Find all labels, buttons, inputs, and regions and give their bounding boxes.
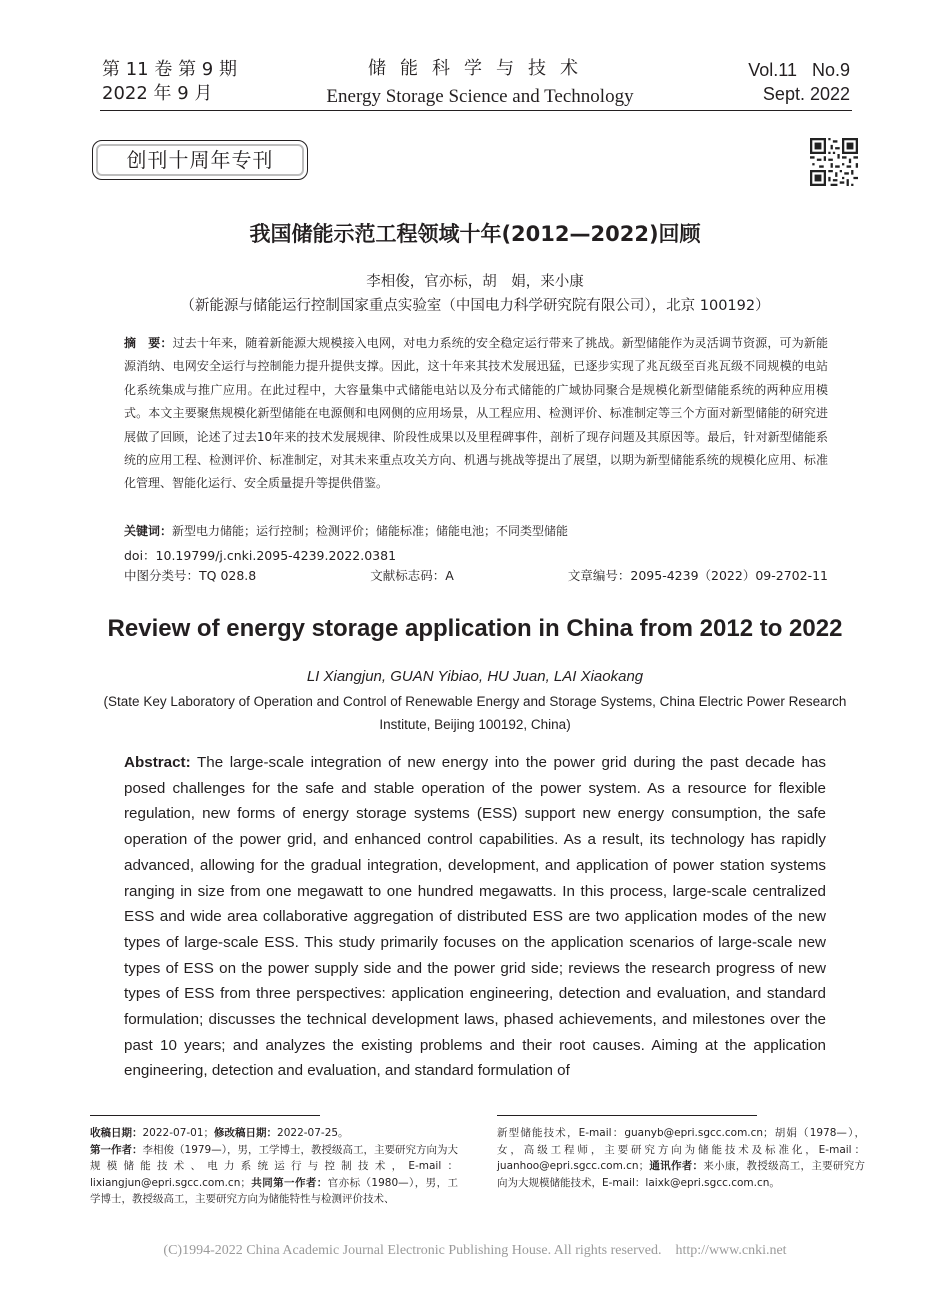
special-issue-badge: 创刊十周年专刊 [92, 140, 308, 180]
abstract-en-text: The large-scale integration of new energy into the power grid during the past decade has posed challenges for the safe and stable operation of the power system. As a resource for flexible regulation, new forms of energy storage systems (ESS) support new energy consumption, the safe operation of the power grid, and enhanced control capabilities. As a result, its technology has rapidly advanced, allowing for the gradual integration, development, and application of power station systems ranging in size from one megawatt to one hundred megawatts. In this process, large-scale centralized ESS and wide area collaborative aggregation of distributed ESS are two application modes of the new types of large-scale ESS. This study primarily focuses on the application scenarios of large-scale new types of ESS on the power supply side and the power grid side; reviews the research progress of new types of ESS from three perspectives: application engineering, detection and evaluation, and standard formulation; discusses the technical development laws, phased achievements, and milestones over the past 10 years; and analyzes the existing problems and their root causes. Aiming at the application engineering, detection and evaluation, and standard formulation of [124, 754, 827, 1080]
header-rule [100, 110, 852, 111]
issue-info-en [748, 58, 850, 106]
authors-en: LI Xiangjun, GUAN Yibiao, HU Juan, LAI Xiaokang [306, 668, 644, 685]
footnote-right-text: 新型储能技术，E-mail：guanyb@epri.sgcc.com.cn；胡娟（1978—），女，高级工程师，主要研究方向为储能技术及标准化，E-mail：juanhoo@epri.sgcc.com.cn； [497, 1127, 865, 1172]
date-cn: 2022 年 9 月 [102, 83, 213, 104]
volume-cn: 第 11 卷 第 9 期 [102, 59, 237, 80]
document-code: 文献标志码：A [370, 568, 454, 583]
journal-name-en: Energy Storage Science and Technology [326, 86, 634, 107]
keywords-cn [124, 522, 568, 539]
corresponding-author-info: 来小康，教授级高工，主要研究方向为大规模储能技术，E-mail：laixk@epri.sgcc.com.cn。 [497, 1160, 866, 1189]
issue-info-cn [102, 58, 237, 106]
received-label: 收稿日期： [90, 1127, 143, 1139]
first-author-info: 李相俊（1979—），男，工学博士，教授级高工，主要研究方向为大规模储能技术、电力系统运行与控制技术，E-mail：lixiangjun@epri.sgcc.com.cn； [90, 1143, 458, 1189]
volume-en: Vol.11 No.9 [748, 60, 850, 80]
keywords-cn-text: 新型电力储能；运行控制；检测评价；储能标准；储能电池；不同类型储能 [172, 524, 569, 538]
abstract-cn-label: 摘 要： [124, 336, 173, 350]
co-first-author-info: 官亦标（1980—），男，工学博士，教授级高工，主要研究方向为储能特性与检测评价技术、 [90, 1176, 458, 1205]
paper-title-en: Review of energy storage application in China from 2012 to 2022 [107, 615, 843, 642]
qr-code-icon [810, 138, 858, 186]
authors-cn: 李相俊，官亦标，胡 娟，来小康 [366, 274, 584, 290]
co-first-author-label: 共同第一作者： [250, 1176, 328, 1189]
journal-name-cn: 储能科学与技术 [368, 58, 592, 79]
paper-title-cn: 我国储能示范工程领域十年(2012—2022)回顾 [249, 222, 701, 246]
footnote-left [90, 1125, 458, 1208]
journal-name [300, 58, 660, 110]
abstract-cn [124, 332, 828, 496]
date-en: Sept. 2022 [762, 84, 850, 104]
received-date: 2022-07-01； [142, 1127, 215, 1139]
affiliation-en: (State Key Laboratory of Operation and Control of Renewable Energy and Storage Systems, China Electric Power Research Institute, Beijing 100192, China) [103, 694, 847, 732]
revised-date: 2022-07-25。 [277, 1127, 349, 1139]
abstract-cn-text: 过去十年来，随着新能源大规模接入电网，对电力系统的安全稳定运行带来了挑战。新型储能作为灵活调节资源，可为新能源消纳、电网安全运行与控制能力提升提供支撑。因此，这十年来其技术发展迅猛，已逐步实现了兆瓦级至百兆瓦级不同规模的电站化系统集成与推广应用。在此过程中，大容量集中式储能电站以及分布式储能的广域协同聚合是规模化新型储能系统的两种应用模式。本文主要聚焦规模化新型储能在电源侧和电网侧的应用场景，从工程应用、检测评价、标准制定等三个方面对新型储能的研究进展做了回顾，论述了过去10年来的技术发展规律、阶段性成果以及里程碑事件，剖析了现存问题及其原因等。最后，针对新型储能系统的应用工程、检测评价、标准制定，对其未来重点攻关方向、机遇与挑战等提出了展望，以期为新型储能系统的规模化应用、标准化管理、智能化运行、安全质量提升等提供借鉴。 [124, 336, 828, 491]
footnote-rule-right [497, 1115, 757, 1116]
classification-row [124, 566, 828, 584]
abstract-en [124, 750, 826, 1084]
revised-label: 修改稿日期： [214, 1127, 278, 1139]
footnote-right [497, 1125, 865, 1191]
abstract-en-label: Abstract: [124, 754, 191, 771]
clc-number: 中图分类号：TQ 028.8 [124, 568, 257, 583]
copyright-line: (C)1994-2022 China Academic Journal Electronic Publishing House. All rights reserved. http://www.cnki.net [163, 1243, 787, 1258]
corresponding-author-label: 通讯作者： [649, 1160, 704, 1172]
first-author-label: 第一作者： [90, 1143, 143, 1156]
footnote-rule-left [90, 1115, 320, 1116]
article-number: 文章编号：2095-4239（2022）09-2702-11 [567, 568, 828, 583]
affiliation-cn: （新能源与储能运行控制国家重点实验室（中国电力科学研究院有限公司），北京 100192） [180, 298, 770, 314]
keywords-cn-label: 关键词： [124, 524, 173, 538]
doi: doi：10.19799/j.cnki.2095-4239.2022.0381 [124, 548, 397, 563]
